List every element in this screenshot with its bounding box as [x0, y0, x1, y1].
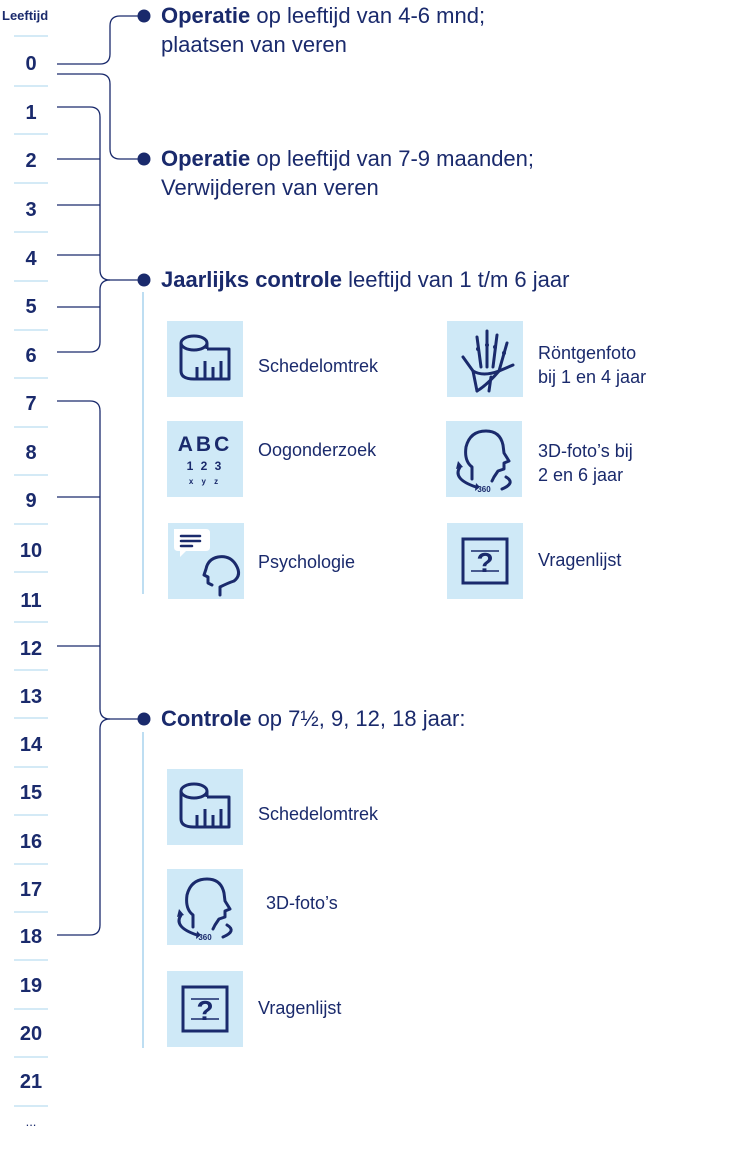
question-mark: ?: [196, 995, 214, 1026]
age-label: 15: [19, 782, 43, 804]
event-title: Jaarlijks controle: [161, 267, 342, 292]
item-label: [538, 341, 646, 389]
item-label-line2: 2 en 6 jaar: [538, 465, 624, 485]
psychology-icon: [168, 523, 244, 599]
hand-xray-icon: [447, 321, 523, 397]
rotation-label: 360: [198, 933, 212, 942]
question-mark: ?: [476, 547, 494, 578]
item-label: Psychologie: [258, 552, 356, 572]
event-operation-2: [161, 144, 534, 202]
age-label: 20: [19, 1023, 43, 1045]
event-detail-line2: Verwijderen van veren: [161, 175, 379, 200]
eye-chart-row2: 1 2 3: [186, 459, 224, 473]
item-label: Vragenlijst: [538, 550, 622, 570]
tape-measure-icon: [167, 769, 243, 845]
event-detail: op leeftijd van 4-6 mnd;: [250, 3, 486, 28]
age-label: 9: [25, 490, 37, 512]
age-label: 17: [19, 879, 43, 901]
event-detail-line2: plaatsen van veren: [161, 32, 347, 57]
eye-chart-row3: x y z: [188, 477, 222, 486]
event-title: Operatie: [161, 146, 251, 171]
questionnaire-icon: [447, 523, 523, 599]
rotation-label: 360: [477, 485, 491, 494]
age-label: 11: [20, 590, 42, 612]
item-label: Schedelomtrek: [258, 356, 379, 376]
item-label: 3D-foto’s: [266, 893, 338, 913]
event-detail: op 7½, 9, 12, 18 jaar:: [251, 706, 466, 731]
age-label: 5: [25, 296, 37, 318]
age-label: 7: [25, 393, 37, 415]
item-label-line1: 3D-foto’s bij: [538, 441, 633, 461]
age-more: ...: [25, 1114, 37, 1129]
age-label: 13: [19, 686, 43, 708]
head-3d-icon: [446, 421, 522, 497]
age-label: 6: [25, 345, 37, 367]
age-label: 3: [25, 199, 37, 221]
eye-chart-row1: ABC: [177, 433, 233, 456]
age-label: 14: [19, 734, 43, 756]
age-label: 1: [25, 102, 37, 124]
age-label: 4: [25, 248, 37, 270]
age-label: 8: [25, 442, 37, 464]
item-label: Oogonderzoek: [258, 440, 377, 460]
age-label: 18: [19, 926, 43, 948]
event-title: Controle: [161, 706, 252, 731]
age-label: 19: [19, 975, 43, 997]
event-detail: leeftijd van 1 t/m 6 jaar: [341, 267, 570, 292]
eye-chart-icon: [167, 421, 243, 497]
age-label: 12: [19, 638, 43, 660]
item-label: [538, 439, 633, 487]
event-operation-1: [161, 1, 485, 59]
item-label-line1: Röntgenfoto: [538, 343, 637, 363]
bracket-lines: [57, 16, 140, 935]
age-axis-title: Leeftijd: [2, 8, 49, 23]
age-label: 0: [25, 53, 37, 75]
age-label: 10: [19, 540, 43, 562]
event-yearly-check: [161, 265, 569, 294]
age-label: 21: [19, 1071, 43, 1093]
event-control: [161, 704, 466, 733]
item-label: Schedelomtrek: [258, 804, 379, 824]
item-label: Vragenlijst: [258, 998, 342, 1018]
item-label-line2: bij 1 en 4 jaar: [538, 367, 647, 387]
age-label: 2: [25, 150, 37, 172]
event-detail: op leeftijd van 7-9 maanden;: [250, 146, 535, 171]
age-label: 16: [19, 831, 43, 853]
head-3d-icon: [167, 869, 243, 945]
event-title: Operatie: [161, 3, 251, 28]
tape-measure-icon: [167, 321, 243, 397]
questionnaire-icon: [167, 971, 243, 1047]
event-dots: [138, 10, 151, 726]
